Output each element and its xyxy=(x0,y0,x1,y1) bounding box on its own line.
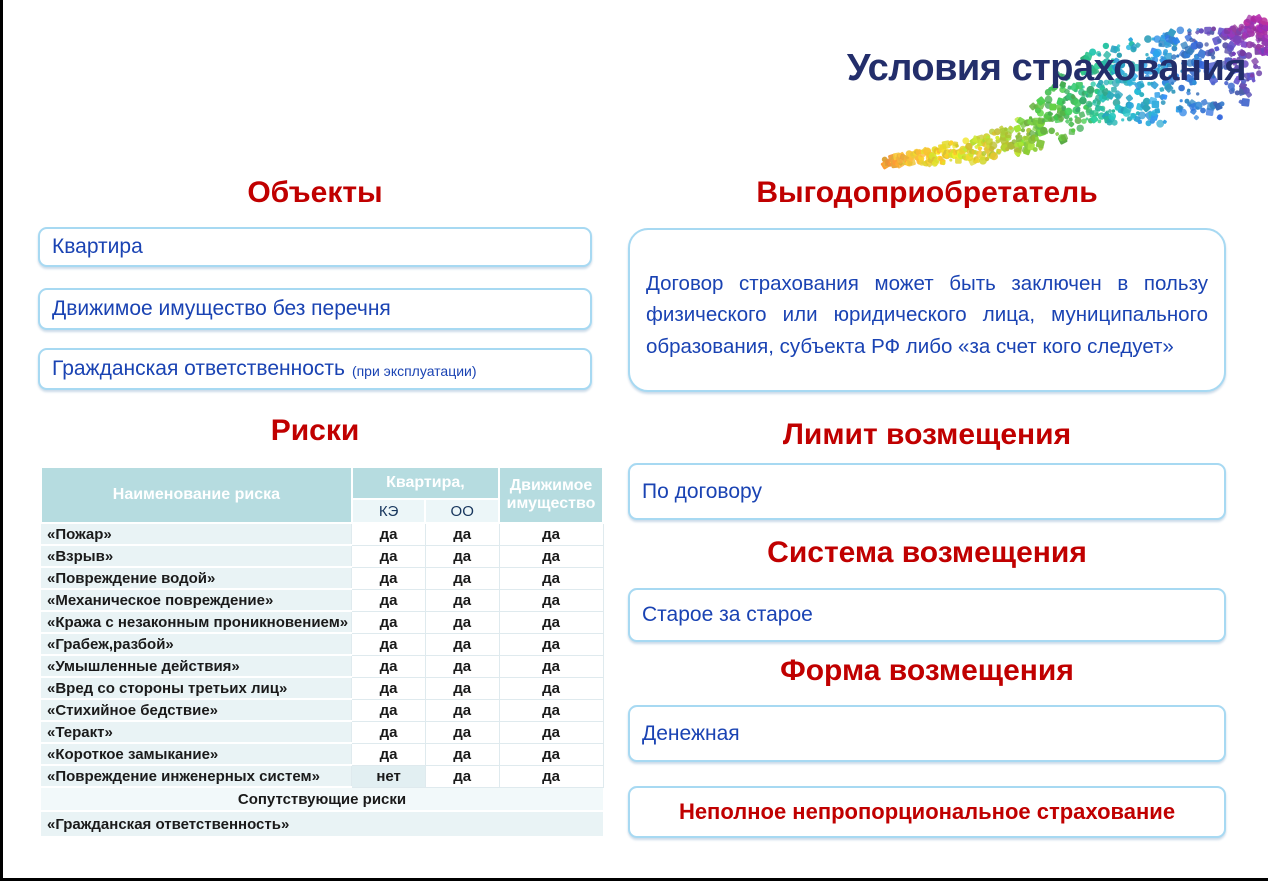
risk-value-cell: да xyxy=(499,567,603,589)
risk-value-cell: да xyxy=(499,633,603,655)
risk-value-cell: да xyxy=(352,589,426,611)
footer-row-label: «Гражданская ответственность» xyxy=(41,811,603,836)
object-item-label: Гражданская ответственность xyxy=(52,357,345,380)
risk-value-cell: да xyxy=(425,545,499,567)
column-header-apartment: Квартира, xyxy=(352,467,499,499)
column-header-movable: Движимое имущество xyxy=(499,467,603,523)
table-row xyxy=(41,743,603,765)
risk-value-cell: да xyxy=(425,655,499,677)
table-row xyxy=(41,589,603,611)
risk-value-cell: нет xyxy=(352,765,426,787)
form-heading: Форма возмещения xyxy=(780,654,1074,687)
risk-name-cell: «Пожар» xyxy=(41,523,352,545)
column-header-oo: ОО xyxy=(425,499,499,523)
table-row xyxy=(41,633,603,655)
risk-value-cell: да xyxy=(425,611,499,633)
risk-value-cell: да xyxy=(499,655,603,677)
risk-value-cell: да xyxy=(352,677,426,699)
system-heading: Система возмещения xyxy=(767,536,1087,569)
form-value: Денежная xyxy=(642,721,740,745)
page-title: Условия страхования xyxy=(846,47,1246,89)
risk-value-cell: да xyxy=(425,721,499,743)
mosaic-swoosh-decoration-icon xyxy=(855,8,1268,186)
risk-name-cell: «Грабеж,разбой» xyxy=(41,633,352,655)
risks-table-body xyxy=(41,523,603,787)
incomplete-insurance-note: Неполное непропорциональное страхование xyxy=(678,799,1176,824)
object-item-apartment xyxy=(38,227,592,267)
risk-name-cell: «Кража с незаконным проникновением» xyxy=(41,611,352,633)
risk-value-cell: да xyxy=(352,523,426,545)
limit-value: По договору xyxy=(642,479,762,503)
left-border-bar xyxy=(0,0,3,881)
table-row xyxy=(41,523,603,545)
beneficiary-heading: Выгодоприобретатель xyxy=(756,176,1098,209)
risk-value-cell: да xyxy=(352,699,426,721)
risk-value-cell: да xyxy=(352,545,426,567)
table-row-section xyxy=(41,787,603,811)
system-value-box xyxy=(628,588,1226,642)
risks-table xyxy=(40,466,604,836)
risk-value-cell: да xyxy=(499,743,603,765)
section-row-label: Сопутствующие риски xyxy=(41,787,603,811)
beneficiary-box xyxy=(628,228,1226,392)
table-row xyxy=(41,567,603,589)
risk-name-cell: «Взрыв» xyxy=(41,545,352,567)
table-row xyxy=(41,677,603,699)
risk-name-cell: «Теракт» xyxy=(41,721,352,743)
objects-heading: Объекты xyxy=(247,176,383,209)
object-item-note: (при эксплуатации) xyxy=(351,363,477,379)
risk-value-cell: да xyxy=(425,589,499,611)
table-row xyxy=(41,699,603,721)
table-row xyxy=(41,545,603,567)
table-row xyxy=(41,765,603,787)
object-item-civil-liability xyxy=(38,348,592,390)
risk-name-cell: «Вред со стороны третьих лиц» xyxy=(41,677,352,699)
risk-value-cell: да xyxy=(425,633,499,655)
table-row-civil-liability xyxy=(41,811,603,836)
risks-heading: Риски xyxy=(270,414,360,447)
object-item-label: Движимое имущество без перечня xyxy=(52,297,391,320)
risk-name-cell: «Повреждение инженерных систем» xyxy=(41,765,352,787)
risk-value-cell: да xyxy=(352,655,426,677)
risk-value-cell: да xyxy=(352,743,426,765)
risk-value-cell: да xyxy=(425,765,499,787)
limit-value-box xyxy=(628,463,1226,520)
risk-value-cell: да xyxy=(425,523,499,545)
risk-value-cell: да xyxy=(352,611,426,633)
risk-value-cell: да xyxy=(352,633,426,655)
risk-name-cell: «Умышленные действия» xyxy=(41,655,352,677)
column-header-risk-name: Наименование риска xyxy=(41,467,352,523)
object-item-movable-property xyxy=(38,288,592,330)
risk-name-cell: «Стихийное бедствие» xyxy=(41,699,352,721)
system-value: Старое за старое xyxy=(642,603,813,626)
limit-heading: Лимит возмещения xyxy=(782,418,1072,451)
incomplete-insurance-note-box xyxy=(628,786,1226,838)
risk-value-cell: да xyxy=(425,567,499,589)
risk-value-cell: да xyxy=(499,589,603,611)
risk-value-cell: да xyxy=(499,765,603,787)
risk-name-cell: «Повреждение водой» xyxy=(41,567,352,589)
risk-value-cell: да xyxy=(425,743,499,765)
risk-value-cell: да xyxy=(499,677,603,699)
risk-value-cell: да xyxy=(499,611,603,633)
risk-value-cell: да xyxy=(352,567,426,589)
table-row xyxy=(41,611,603,633)
table-row xyxy=(41,721,603,743)
risk-value-cell: да xyxy=(425,677,499,699)
risk-value-cell: да xyxy=(499,523,603,545)
column-header-ke: КЭ xyxy=(352,499,426,523)
table-row xyxy=(41,655,603,677)
risk-name-cell: «Механическое повреждение» xyxy=(41,589,352,611)
risk-name-cell: «Короткое замыкание» xyxy=(41,743,352,765)
risk-value-cell: да xyxy=(499,545,603,567)
risk-value-cell: да xyxy=(352,721,426,743)
beneficiary-text: Договор страхования может быть заключен в пользу физического или юридического лица, муниципального образования, субъекта РФ либо «за счет кого следует» xyxy=(646,272,1208,358)
form-value-box xyxy=(628,705,1226,762)
object-item-label: Квартира xyxy=(52,235,143,258)
risk-value-cell: да xyxy=(499,721,603,743)
risk-value-cell: да xyxy=(425,699,499,721)
risk-value-cell: да xyxy=(499,699,603,721)
